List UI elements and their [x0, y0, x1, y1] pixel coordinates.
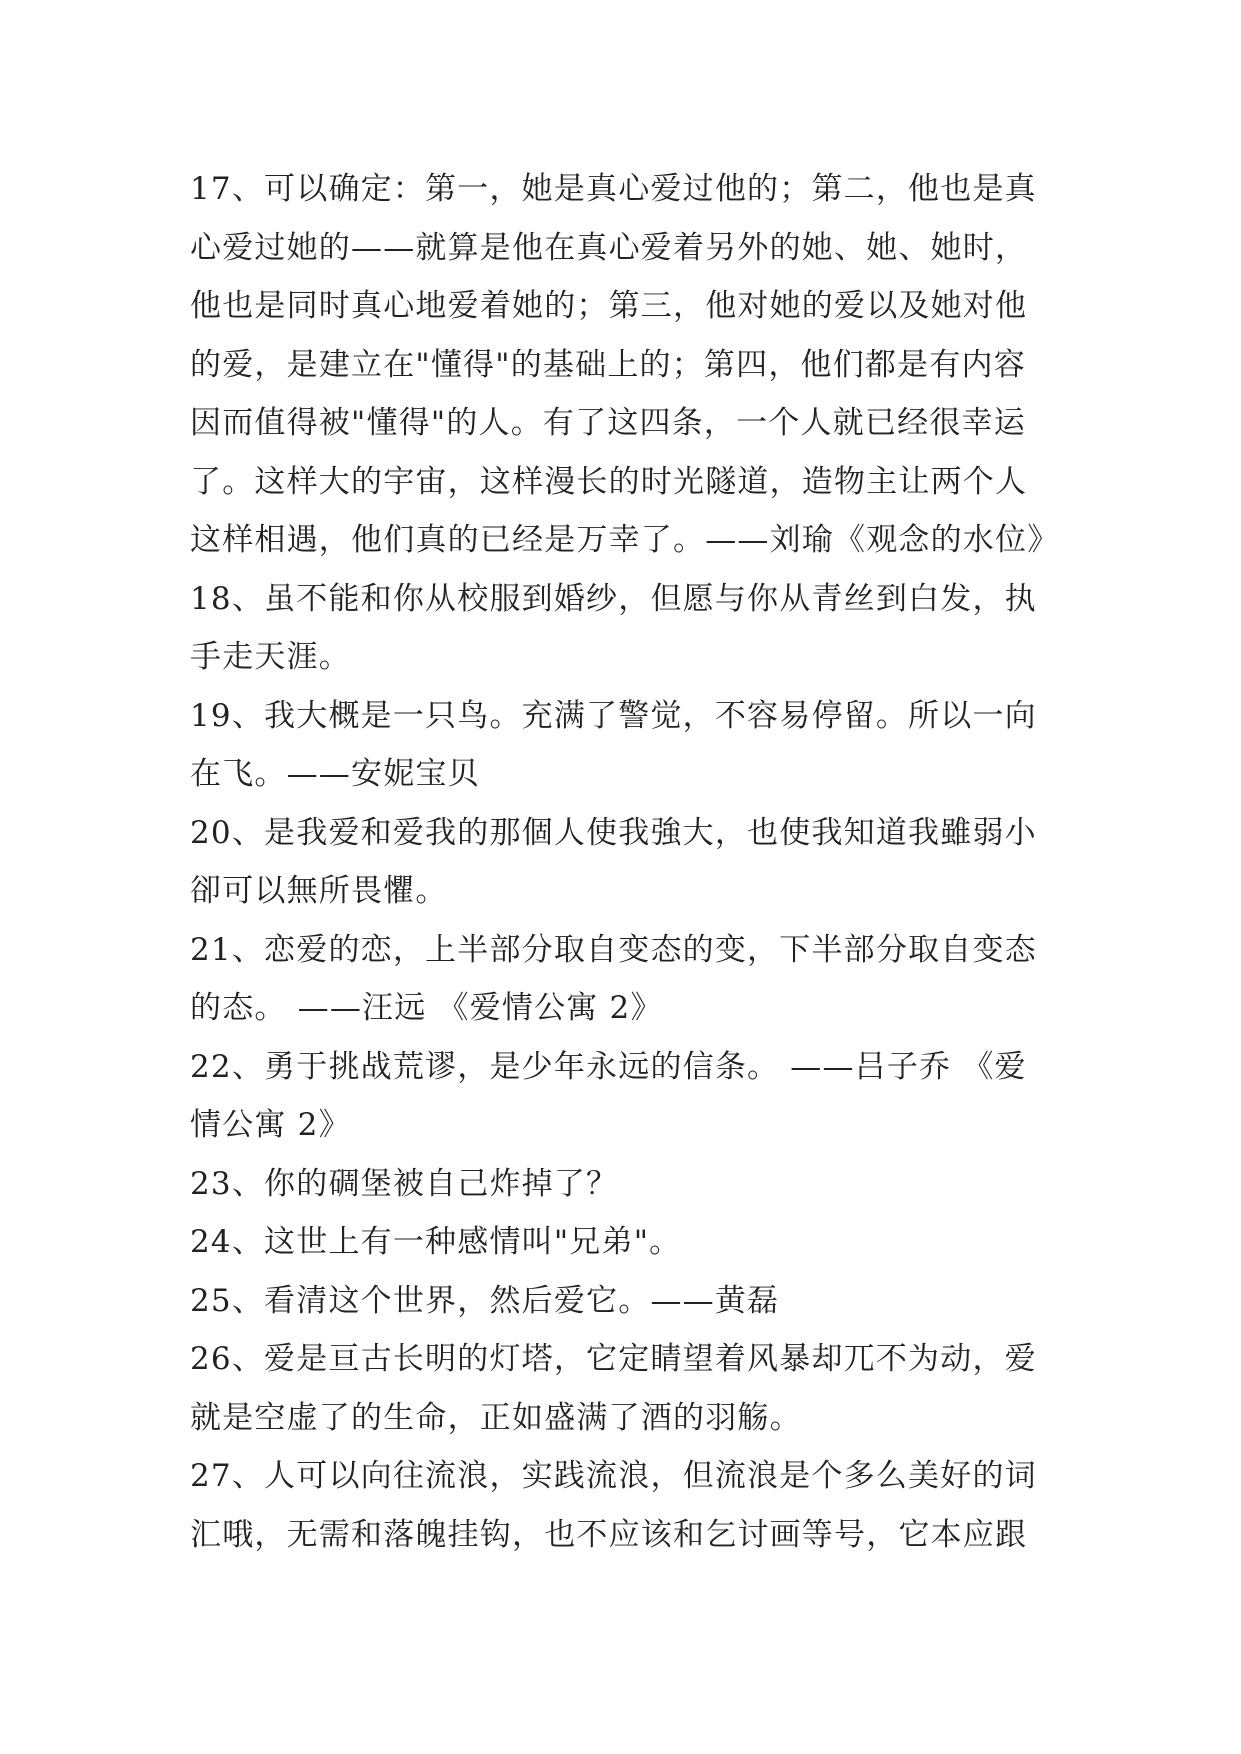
text-line: 22、勇于挑战荒谬，是少年永远的信条。 ——吕子乔 《爱 — [190, 1048, 1027, 1085]
text-line: 21、恋爱的恋，上半部分取自变态的变，下半部分取自变态 — [190, 931, 1037, 968]
text-line: 26、爱是亘古长明的灯塔，它定睛望着风暴却兀不为动，爱 — [190, 1341, 1037, 1377]
text-line: 卻可以無所畏懼。 — [190, 873, 448, 909]
text-line: 他也是同时真心地爱着她的；第三，他对她的爱以及她对他 — [190, 288, 1028, 324]
text-line: 19、我大概是一只鸟。充满了警觉，不容易停留。所以一向 — [190, 697, 1037, 734]
text-line: 23、你的碉堡被自己炸掉了？ — [190, 1165, 619, 1202]
text-line: 27、人可以向往流浪，实践流浪，但流浪是个多么美好的词 — [190, 1458, 1037, 1494]
text-line: 24、这世上有一种感情叫"兄弟"。 — [190, 1224, 682, 1260]
text-line: 因而值得被"懂得"的人。有了这四条，一个人就已经很幸运 — [190, 405, 1026, 441]
text-line: 了。这样大的宇宙，这样漫长的时光隧道，造物主让两个人 — [190, 463, 1028, 500]
text-line: 就是空虚了的生命，正如盛满了酒的羽觞。 — [190, 1399, 802, 1436]
text-line: 在飞。——安妮宝贝 — [190, 756, 480, 792]
text-line: 汇哦，无需和落魄挂钩，也不应该和乞讨画等号，它本应跟 — [190, 1516, 1028, 1553]
text-line: 情公寓 2》 — [190, 1107, 351, 1143]
text-line: 这样相遇，他们真的已经是万幸了。——刘瑜《观念的水位》 — [190, 522, 1060, 558]
text-line: 的态。 ——汪远 《爱情公寓 2》 — [190, 990, 663, 1026]
text-line: 25、看清这个世界，然后爱它。——黄磊 — [190, 1282, 780, 1319]
text-line: 17、可以确定：第一，她是真心爱过他的；第二，他也是真 — [190, 171, 1037, 207]
text-line: 心爱过她的——就算是他在真心爱着另外的她、她、她时， — [190, 229, 1028, 266]
text-line: 18、虽不能和你从校服到婚纱，但愿与你从青丝到白发，执 — [190, 580, 1037, 617]
text-line: 手走天涯。 — [190, 639, 351, 675]
document-body — [190, 160, 1060, 1564]
text-line: 20、是我爱和爱我的那個人使我強大，也使我知道我雖弱小 — [190, 814, 1037, 851]
text-line: 的爱，是建立在"懂得"的基础上的；第四，他们都是有内容 — [190, 346, 1026, 383]
